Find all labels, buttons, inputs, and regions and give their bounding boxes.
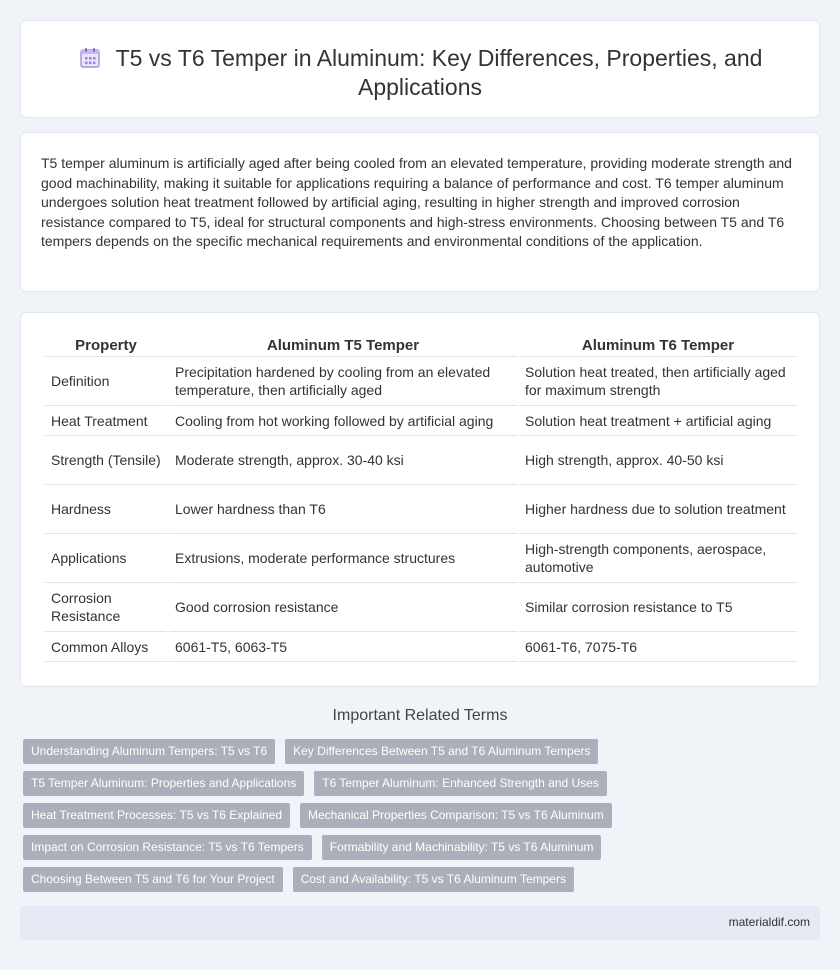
- related-term-tag[interactable]: Choosing Between T5 and T6 for Your Project: [23, 867, 283, 892]
- table-row: [45, 583, 797, 632]
- cell-t6: Solution heat treatment + artificial aging: [519, 406, 797, 436]
- cell-property: Hardness: [45, 485, 167, 534]
- related-term-tag[interactable]: T5 Temper Aluminum: Properties and Applications: [23, 771, 304, 796]
- table-row: [45, 406, 797, 436]
- tag-row: [23, 867, 823, 892]
- related-term-tag[interactable]: Heat Treatment Processes: T5 vs T6 Explained: [23, 803, 290, 828]
- related-term-tag[interactable]: Formability and Machinability: T5 vs T6 Aluminum: [322, 835, 602, 860]
- tag-row: [23, 739, 823, 764]
- tag-row: [23, 771, 823, 796]
- related-term-tag[interactable]: T6 Temper Aluminum: Enhanced Strength and Uses: [314, 771, 607, 796]
- header-card: [20, 20, 820, 118]
- table-row: [45, 632, 797, 662]
- calendar-icon: [78, 46, 102, 70]
- page-title-wrap: [61, 44, 779, 102]
- cell-property: Heat Treatment: [45, 406, 167, 436]
- cell-t5: Precipitation hardened by cooling from an elevated temperature, then artificially aged: [169, 357, 517, 406]
- related-terms-heading: Important Related Terms: [332, 707, 508, 724]
- header-t5: Aluminum T5 Temper: [169, 333, 517, 357]
- cell-t6: High-strength components, aerospace, automotive: [519, 534, 797, 583]
- cell-property: Definition: [45, 357, 167, 406]
- cell-t6: Solution heat treated, then artificially aged for maximum strength: [519, 357, 797, 406]
- comparison-table-card: [20, 312, 820, 687]
- table-row: [45, 357, 797, 406]
- page-title: T5 vs T6 Temper in Aluminum: Key Differences, Properties, and Applications: [115, 45, 763, 100]
- table-row: [45, 436, 797, 485]
- cell-property: Common Alloys: [45, 632, 167, 662]
- table-header-row: [45, 333, 797, 357]
- table-row: [45, 485, 797, 534]
- cell-t5: Moderate strength, approx. 30-40 ksi: [169, 436, 517, 485]
- related-term-tag[interactable]: Understanding Aluminum Tempers: T5 vs T6: [23, 739, 275, 764]
- cell-t6: High strength, approx. 40-50 ksi: [519, 436, 797, 485]
- related-terms-list: [23, 739, 823, 899]
- footer: [20, 906, 820, 940]
- header-property: Property: [45, 333, 167, 357]
- related-term-tag[interactable]: Mechanical Properties Comparison: T5 vs T6 Aluminum: [300, 803, 612, 828]
- related-term-tag[interactable]: Cost and Availability: T5 vs T6 Aluminum Tempers: [293, 867, 574, 892]
- cell-t5: 6061-T5, 6063-T5: [169, 632, 517, 662]
- cell-property: Applications: [45, 534, 167, 583]
- cell-t5: Extrusions, moderate performance structures: [169, 534, 517, 583]
- related-term-tag[interactable]: Key Differences Between T5 and T6 Aluminum Tempers: [285, 739, 598, 764]
- cell-property: Strength (Tensile): [45, 436, 167, 485]
- cell-t6: Higher hardness due to solution treatment: [519, 485, 797, 534]
- header-t6: Aluminum T6 Temper: [519, 333, 797, 357]
- comparison-table: [43, 333, 799, 662]
- footer-site-link[interactable]: materialdif.com: [728, 915, 810, 929]
- cell-t5: Good corrosion resistance: [169, 583, 517, 632]
- related-term-tag[interactable]: Impact on Corrosion Resistance: T5 vs T6 Tempers: [23, 835, 312, 860]
- cell-t6: Similar corrosion resistance to T5: [519, 583, 797, 632]
- table-row: [45, 534, 797, 583]
- cell-t6: 6061-T6, 7075-T6: [519, 632, 797, 662]
- intro-card: [20, 132, 820, 292]
- cell-property: Corrosion Resistance: [45, 583, 167, 632]
- cell-t5: Lower hardness than T6: [169, 485, 517, 534]
- tag-row: [23, 803, 823, 828]
- intro-paragraph: T5 temper aluminum is artificially aged after being cooled from an elevated temperature, providing moderate strength and good machinability, making it suitable for applications requiring a balance of performance and cost. T6 temper aluminum undergoes solution heat treatment followed by artificial aging, resulting in higher strength and improved corrosion resistance compared to T5, ideal for structural components and high-stress environments. Choosing between T5 and T6 tempers depends on the specific mechanical requirements and environmental conditions of the application.: [41, 155, 792, 249]
- tag-row: [23, 835, 823, 860]
- cell-t5: Cooling from hot working followed by artificial aging: [169, 406, 517, 436]
